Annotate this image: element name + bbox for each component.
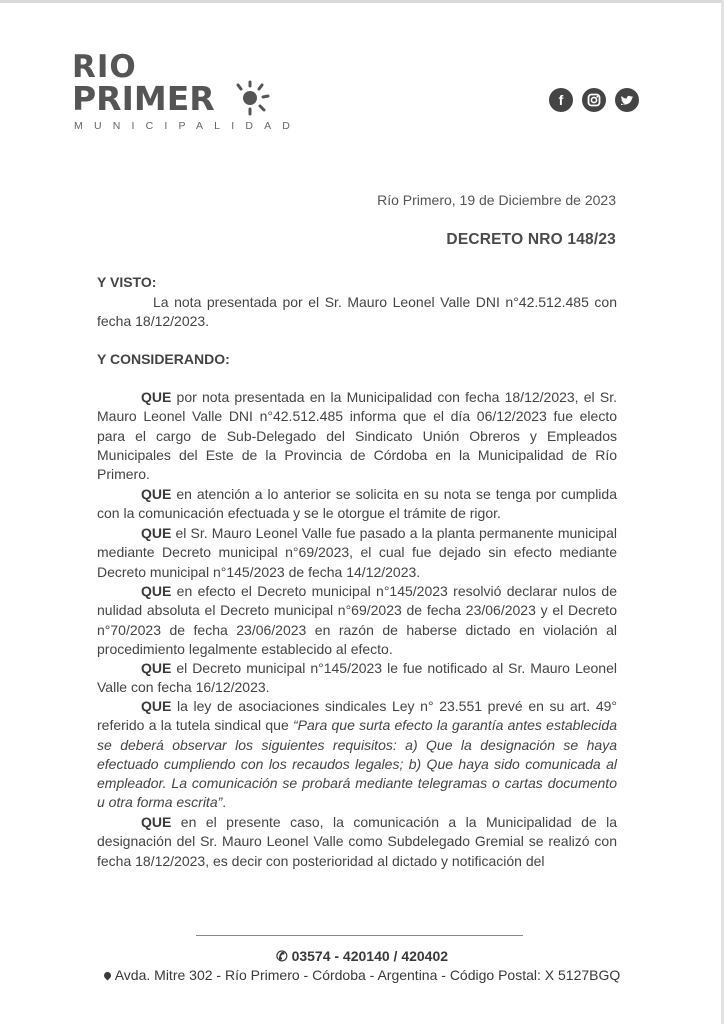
logo-subtitle: MUNICIPALIDAD [74,120,302,132]
scan-top-edge [0,0,724,3]
phone-icon: ✆ [275,948,288,964]
considerando-paragraph: QUE la ley de asociaciones sindicales Ley n° 23.551 prevé en su art. 49° referido a la tutela sindical que “Para que surta efecto la garantía antes establecida se deberá observar los siguientes requisitos: a) Que la designación se haya efectuado cumpliendo con los recaudos legales; b) Que haya sido comunicada al empleador. La comunicación se probará mediante telegramas o cartas documento u otra forma escrita”. [97,698,617,811]
document-date: Río Primero, 19 de Diciembre de 2023 [377,192,616,208]
sun-icon [232,74,276,118]
considerando-paragraph: QUE por nota presentada en la Municipalidad con fecha 18/12/2023, el Sr. Mauro Leonel Valle DNI n°42.512.485 informa que el día 06/12/2023 fue electo para el cargo de Sub-Delegado del Sindicato Unión Obreros y Empleados Municipales del Este de la Provincia de Córdoba en la Municipalidad de Río Primero. [97,389,617,483]
considerando-paragraph: QUE en efecto el Decreto municipal n°145/2023 resolvió declarar nulos de nulidad absoluta el Decreto municipal n°69/2023 de fecha 23/06/2023 y el Decreto n°70/2023 de fecha 23/06/2023 en razón de haberse dictado en violación al procedimiento legalmente establecido al efecto. [97,583,617,657]
social-icons [549,88,639,112]
instagram-icon [582,88,606,112]
logo-line-2: PRIMER [72,79,215,118]
logo-line-1: RIO [72,49,137,85]
footer-phone: ✆ 03574 - 420140 / 420402 [275,948,449,964]
municipality-logo [72,49,302,137]
law-quote: “Para que surta efecto la garantía antes establecida se deberá observar los siguientes requisitos: a) Que la designación se haya efectuado cumpliendo con los recaudos legales; b) Que haya sido comunicada al empleador. La comunicación se probará mediante telegramas o cartas documento u otra forma escrita” [97,717,617,811]
facebook-icon: f [549,88,573,112]
considerando-paragraph: QUE el Decreto municipal n°145/2023 le fue notificado al Sr. Mauro Leonel Valle con fecha 16/12/2023. [97,660,617,696]
considerando-paragraph: QUE en atención a lo anterior se solicita en su nota se tenga por cumplida con la comunicación efectuada y se le otorgue el trámite de rigor. [97,486,617,522]
visto-heading: Y VISTO: [97,274,157,290]
footer-divider [196,935,523,936]
considerando-paragraph: QUE en el presente caso, la comunicación a la Municipalidad de la designación del Sr. Mauro Leonel Valle como Subdelegado Gremial se realizó con fecha 18/12/2023, es decir con posterioridad al dictado y notificación del [97,814,617,869]
footer-address: Avda. Mitre 302 - Río Primero - Córdoba - Argentina - Código Postal: X 5127BGQ [0,967,724,983]
decree-title: DECRETO NRO 148/23 [446,231,616,248]
location-pin-icon [102,971,112,981]
visto-text: La nota presentada por el Sr. Mauro Leonel Valle DNI n°42.512.485 con fecha 18/12/2023. [97,294,617,330]
twitter-icon [615,88,639,112]
considerando-paragraph: QUE el Sr. Mauro Leonel Valle fue pasado a la planta permanente municipal mediante Decreto municipal n°69/2023, el cual fue dejado sin efecto mediante Decreto municipal n°145/2023 de fecha 14/12/2023. [97,525,617,580]
considerando-heading: Y CONSIDERANDO: [97,351,230,367]
